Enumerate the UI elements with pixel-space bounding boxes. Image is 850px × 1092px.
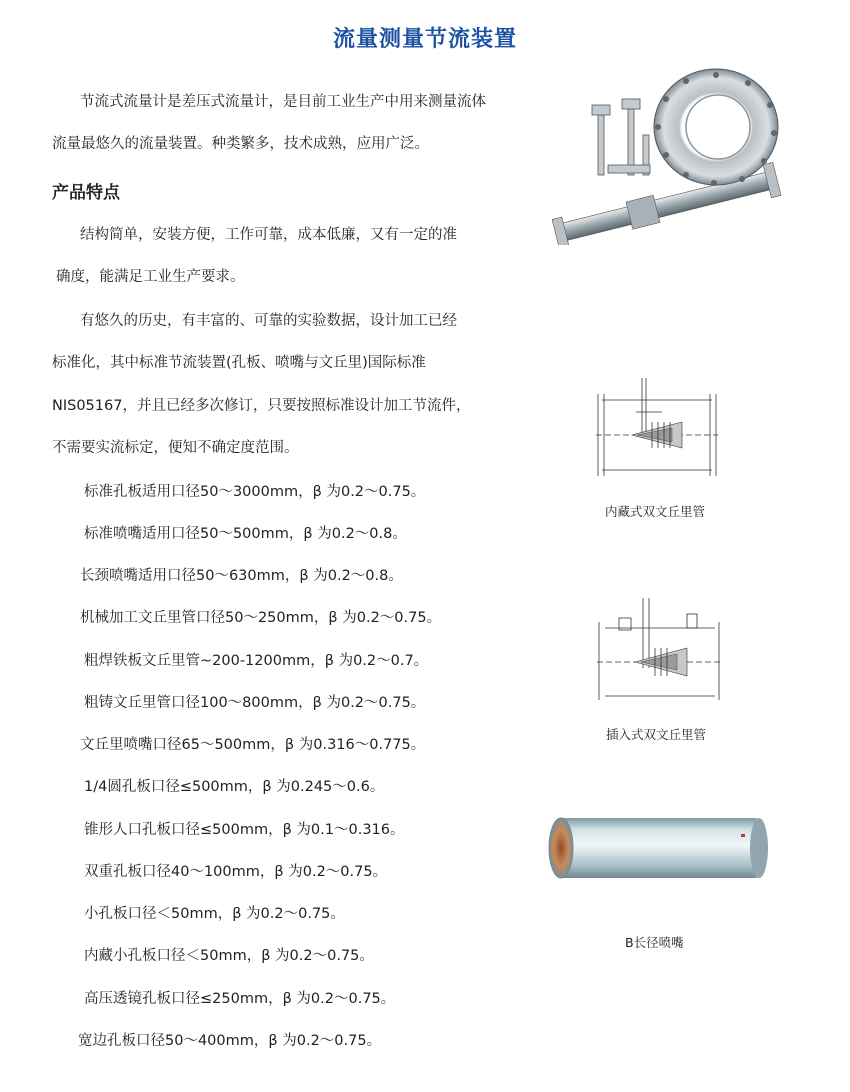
feature-line-6: 不需要实流标定，便知不确定度范围。 bbox=[52, 440, 299, 456]
spec-line-10: 双重孔板口径40～100mm，β 为0.2～0.75。 bbox=[84, 864, 388, 880]
spec-line-11: 小孔板口径＜50mm，β 为0.2～0.75。 bbox=[84, 906, 345, 922]
spec-line-5: 粗焊铁板文丘里管~200-1200mm，β 为0.2～0.7。 bbox=[84, 653, 429, 669]
spec-line-1: 标准孔板适用口径50～3000mm，β 为0.2～0.75。 bbox=[84, 484, 426, 500]
flow-meter-photo bbox=[548, 65, 788, 245]
feature-line-5: NIS05167，并且已经多次修订，只要按照标准设计加工节流件， bbox=[52, 398, 471, 414]
spec-line-13: 高压透镜孔板口径≤250mm，β 为0.2～0.75。 bbox=[84, 991, 396, 1007]
spec-line-3: 长颈喷嘴适用口径50～630mm，β 为0.2～0.8。 bbox=[80, 568, 403, 584]
features-heading: 产品特点 bbox=[52, 183, 120, 203]
internal-venturi-diagram bbox=[592, 378, 722, 478]
feature-line-2: 确度，能满足工业生产要求。 bbox=[56, 269, 245, 285]
intro-line-2: 流量最悠久的流量装置。种类繁多，技术成熟，应用广泛。 bbox=[52, 136, 429, 152]
figure-caption-internal: 内藏式双文丘里管 bbox=[605, 504, 706, 519]
spec-line-6: 粗铸文丘里管口径100～800mm，β 为0.2～0.75。 bbox=[84, 695, 426, 711]
figure-caption-insertion: 插入式双文丘里管 bbox=[606, 727, 707, 742]
feature-line-3: 有悠久的历史，有丰富的、可靠的实验数据，设计加工已经 bbox=[80, 313, 457, 329]
insertion-venturi-diagram bbox=[595, 598, 725, 702]
nozzle-photo bbox=[545, 812, 775, 884]
figure-caption-nozzle: B长径喷嘴 bbox=[625, 935, 684, 950]
feature-line-4: 标准化，其中标准节流装置(孔板、喷嘴与文丘里)国际标准 bbox=[52, 355, 426, 371]
spec-line-7: 文丘里喷嘴口径65～500mm，β 为0.316～0.775。 bbox=[80, 737, 426, 753]
spec-line-8: 1/4圆孔板口径≤500mm，β 为0.245～0.6。 bbox=[84, 779, 385, 795]
spec-line-12: 内藏小孔板口径＜50mm，β 为0.2～0.75。 bbox=[84, 948, 374, 964]
spec-line-2: 标准喷嘴适用口径50～500mm，β 为0.2～0.8。 bbox=[84, 526, 407, 542]
spec-line-4: 机械加工文丘里管口径50～250mm，β 为0.2～0.75。 bbox=[80, 610, 442, 626]
spec-line-14: 宽边孔板口径50～400mm，β 为0.2～0.75。 bbox=[78, 1033, 382, 1049]
spec-line-9: 锥形人口孔板口径≤500mm，β 为0.1～0.316。 bbox=[84, 822, 405, 838]
feature-line-1: 结构简单，安装方便，工作可靠，成本低廉，又有一定的准 bbox=[80, 227, 457, 243]
page-title: 流量测量节流装置 bbox=[332, 27, 517, 52]
intro-line-1: 节流式流量计是差压式流量计，是目前工业生产中用来测量流体 bbox=[80, 94, 486, 110]
